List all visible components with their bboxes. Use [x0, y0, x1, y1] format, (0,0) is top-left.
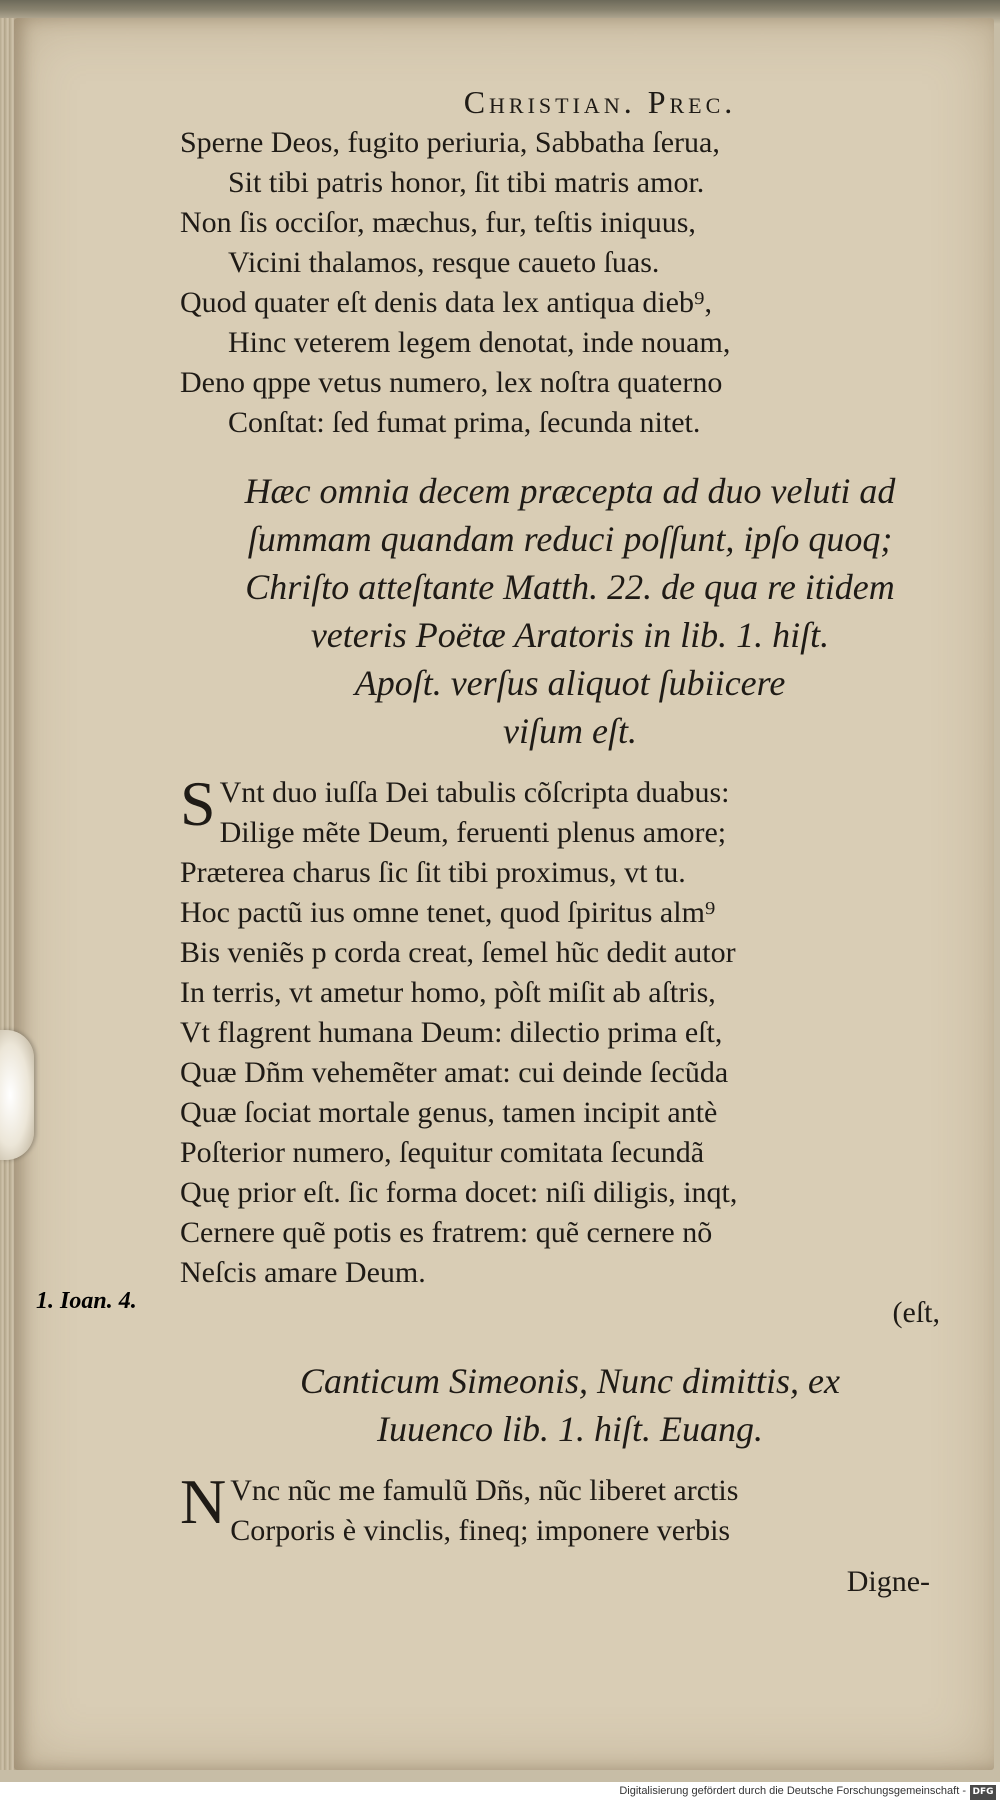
heading-line: viſum eſt.	[503, 711, 637, 751]
verse-line: Corporis è vinclis, fineq; imponere verbis	[230, 1514, 731, 1547]
funding-credit: Digitalisierung gefördert durch die Deutsche Forschungsgemeinschaft -	[619, 1785, 966, 1797]
heading-line: Canticum Simeonis, Nunc dimittis, ex	[300, 1361, 840, 1401]
drop-cap: S	[180, 768, 216, 839]
verse-line: Deno qppe vetus numero, lex noſtra quaterno	[180, 366, 723, 399]
verse-line: Sperne Deos, fugito periuria, Sabbatha ſerua,	[180, 126, 720, 159]
verse-block-2	[180, 768, 960, 1333]
verse-line: Hoc pactũ ius omne tenet, quod ſpiritus alm⁹	[180, 896, 716, 929]
verse-line: Poſterior numero, ſequitur comitata ſecundã	[180, 1136, 705, 1169]
margin-note: 1. Ioan. 4.	[36, 1288, 137, 1314]
verse-line: Cernere quẽ potis es fratrem: quẽ cernere nõ	[180, 1216, 713, 1249]
heading-line: Apoſt. verſus aliquot ſubiicere	[354, 663, 786, 703]
verse-line: Præterea charus ſic ſit tibi proximus, vt tu.	[180, 856, 686, 889]
verse-line: Quæ Dñm vehemẽter amat: cui deinde ſecũda	[180, 1056, 729, 1089]
running-head: Christian. Prec.	[463, 84, 737, 120]
section-heading-2	[180, 1357, 960, 1453]
verse-line: Vicini thalamos, resque caueto ſuas.	[228, 246, 660, 279]
verse-line: Neſcis amare Deum.	[180, 1256, 426, 1289]
heading-line: veteris Poëtæ Aratoris in lib. 1. hiſt.	[310, 615, 830, 655]
verse-line: Sit tibi patris honor, ſit tibi matris amor.	[228, 166, 705, 199]
verse-line: Dilige mẽte Deum, feruenti plenus amore;	[219, 816, 727, 849]
verse-line: Conſtat: ſed fumat prima, ſecunda nitet.	[228, 406, 701, 439]
verse-line: Vnc nũc me famulũ Dñs, nũc liberet arctis	[230, 1474, 739, 1507]
section-heading-1	[180, 467, 960, 755]
dfg-logo-icon: DFG	[970, 1785, 996, 1800]
verse-stanza-1	[180, 123, 960, 443]
verse-line: Non ſis occiſor, mæchus, fur, teſtis iniquus,	[180, 206, 696, 239]
verse-line-tail: (eſt,	[892, 1296, 940, 1329]
verse-line: In terris, vt ametur homo, pòſt miſit ab aſtris,	[180, 976, 716, 1009]
heading-line: Hæc omnia decem præcepta ad duo veluti ad	[244, 471, 896, 511]
verse-line: Bis veniẽs p corda creat, ſemel hũc dedit autor	[180, 936, 736, 969]
catchword: Digne-	[846, 1565, 930, 1598]
book-clasp	[0, 1030, 34, 1160]
heading-line: Iuuenco lib. 1. hiſt. Euang.	[377, 1409, 763, 1449]
verse-line: Vnt duo iuſſa Dei tabulis cõſcripta duabus:	[219, 776, 730, 809]
verse-line: Hinc veterem legem denotat, inde nouam,	[228, 326, 731, 359]
drop-cap: N	[180, 1466, 227, 1537]
digitization-footer	[0, 1782, 1000, 1804]
heading-line: ſummam quandam reduci poſſunt, ipſo quoq;	[247, 519, 893, 559]
verse-line: Quod quater eſt denis data lex antiqua dieb⁹,	[180, 286, 712, 319]
verse-block-3	[180, 1466, 960, 1551]
verse-line: Vt flagrent humana Deum: dilectio prima eſt,	[180, 1016, 723, 1049]
page-text-area	[180, 84, 960, 1599]
heading-line: Chriſto atteſtante Matth. 22. de qua re itidem	[245, 567, 895, 607]
verse-line: Quę prior eſt. ſic forma docet: niſi diligis, inqt,	[180, 1176, 738, 1209]
verse-line: Quæ ſociat mortale genus, tamen incipit antè	[180, 1096, 718, 1129]
